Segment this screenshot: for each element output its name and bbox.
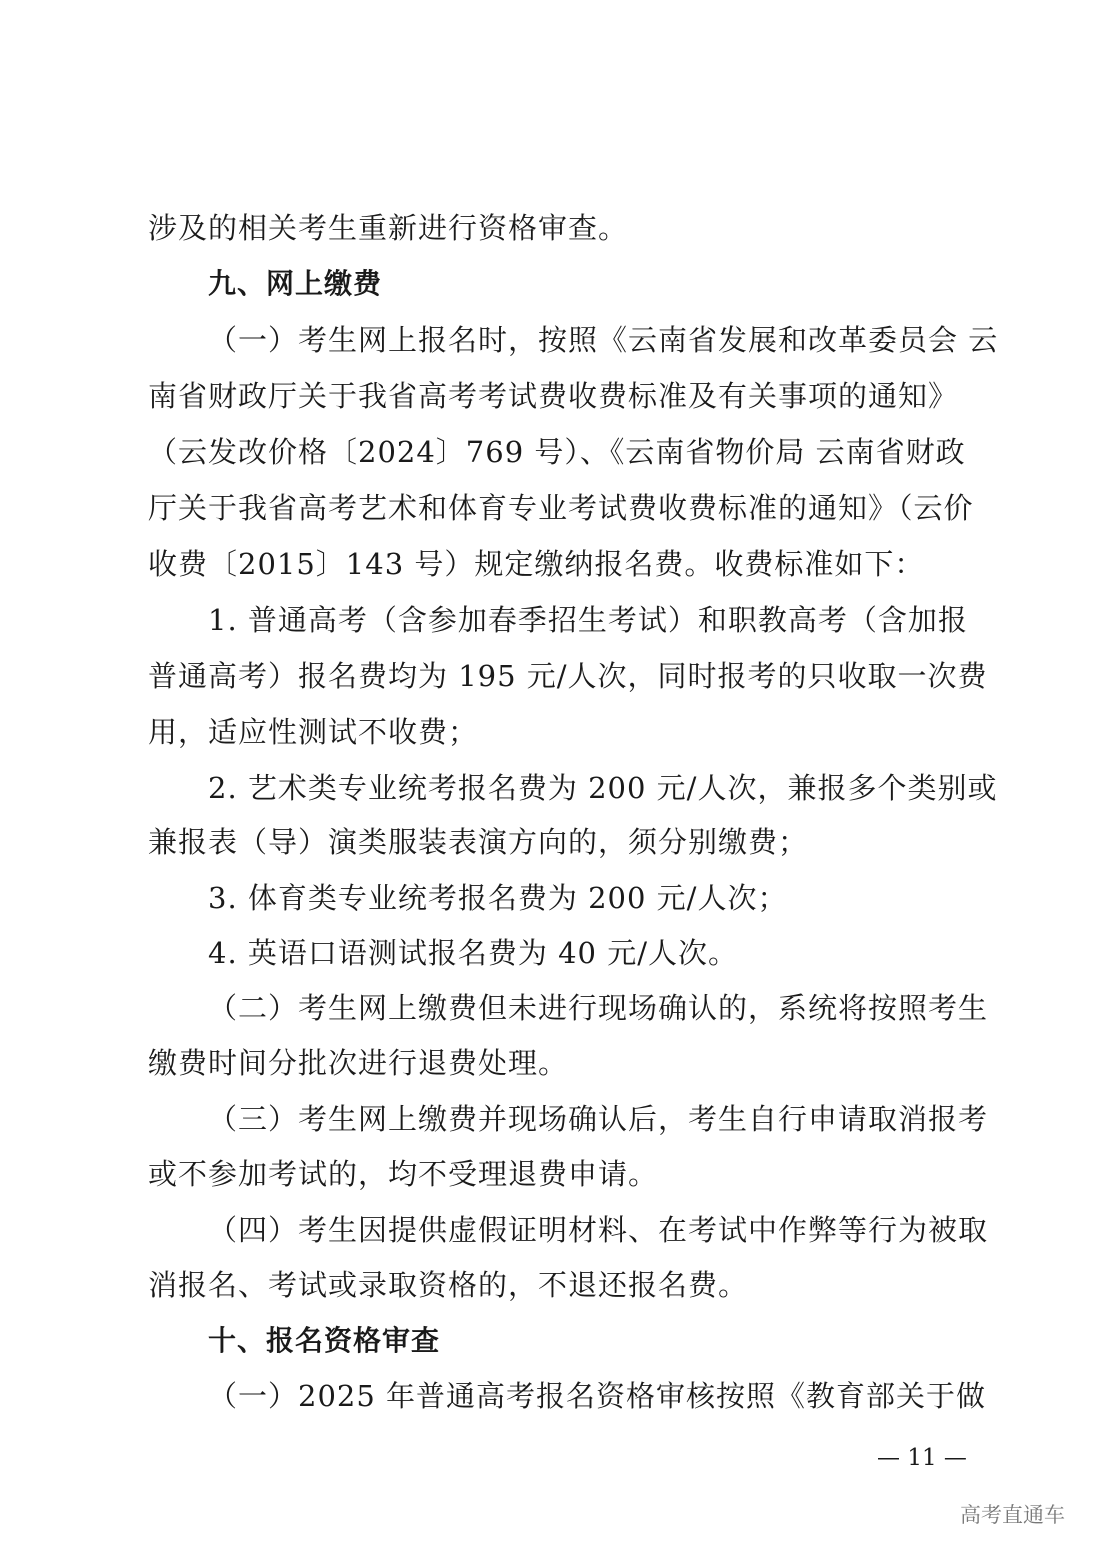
body-line-3: （一）考生网上报名时，按照《云南省发展和改革委员会 云 xyxy=(208,323,999,357)
list-item-4: 4. 英语口语测试报名费为 40 元/人次。 xyxy=(208,936,738,970)
body-line-22: （一）2025 年普通高考报名资格审核按照《教育部关于做 xyxy=(208,1379,987,1413)
watermark-text: 高考直通车 xyxy=(960,1503,1065,1527)
body-line-4: 南省财政厅关于我省高考考试费收费标准及有关事项的通知》 xyxy=(148,379,959,413)
body-line-18: 或不参加考试的，均不受理退费申请。 xyxy=(148,1157,659,1191)
page-number: — 11 — xyxy=(877,1445,967,1471)
body-line-6: 厅关于我省高考艺术和体育专业考试费收费标准的通知》（云价 xyxy=(148,491,974,525)
body-line-16: 缴费时间分批次进行退费处理。 xyxy=(148,1046,569,1080)
body-line-7: 收费〔2015〕143 号）规定缴纳报名费。收费标准如下： xyxy=(148,547,925,581)
list-item-1-line-2: 普通高考）报名费均为 195 元/人次，同时报考的只收取一次费 xyxy=(148,659,988,693)
list-item-2-line-1: 2. 艺术类专业统考报名费为 200 元/人次，兼报多个类别或 xyxy=(208,771,998,805)
section-heading-9: 九、网上缴费 xyxy=(208,267,383,300)
body-line-5: （云发改价格〔2024〕769 号）、《云南省物价局 云南省财政 xyxy=(148,435,966,469)
list-item-1-line-1: 1. 普通高考（含参加春季招生考试）和职教高考（含加报 xyxy=(208,603,968,637)
section-heading-10: 十、报名资格审查 xyxy=(208,1324,441,1357)
body-line-15: （二）考生网上缴费但未进行现场确认的，系统将按照考生 xyxy=(208,991,989,1025)
body-line-19: （四）考生因提供虚假证明材料、在考试中作弊等行为被取 xyxy=(208,1213,989,1247)
body-line-17: （三）考生网上缴费并现场确认后，考生自行申请取消报考 xyxy=(208,1102,989,1136)
list-item-2-line-2: 兼报表（导）演类服装表演方向的，须分别缴费； xyxy=(148,825,809,859)
body-line-1: 涉及的相关考生重新进行资格审查。 xyxy=(148,211,629,245)
body-line-20: 消报名、考试或录取资格的，不退还报名费。 xyxy=(148,1268,749,1302)
list-item-3: 3. 体育类专业统考报名费为 200 元/人次； xyxy=(208,881,788,915)
list-item-1-line-3: 用，适应性测试不收费； xyxy=(148,715,479,749)
